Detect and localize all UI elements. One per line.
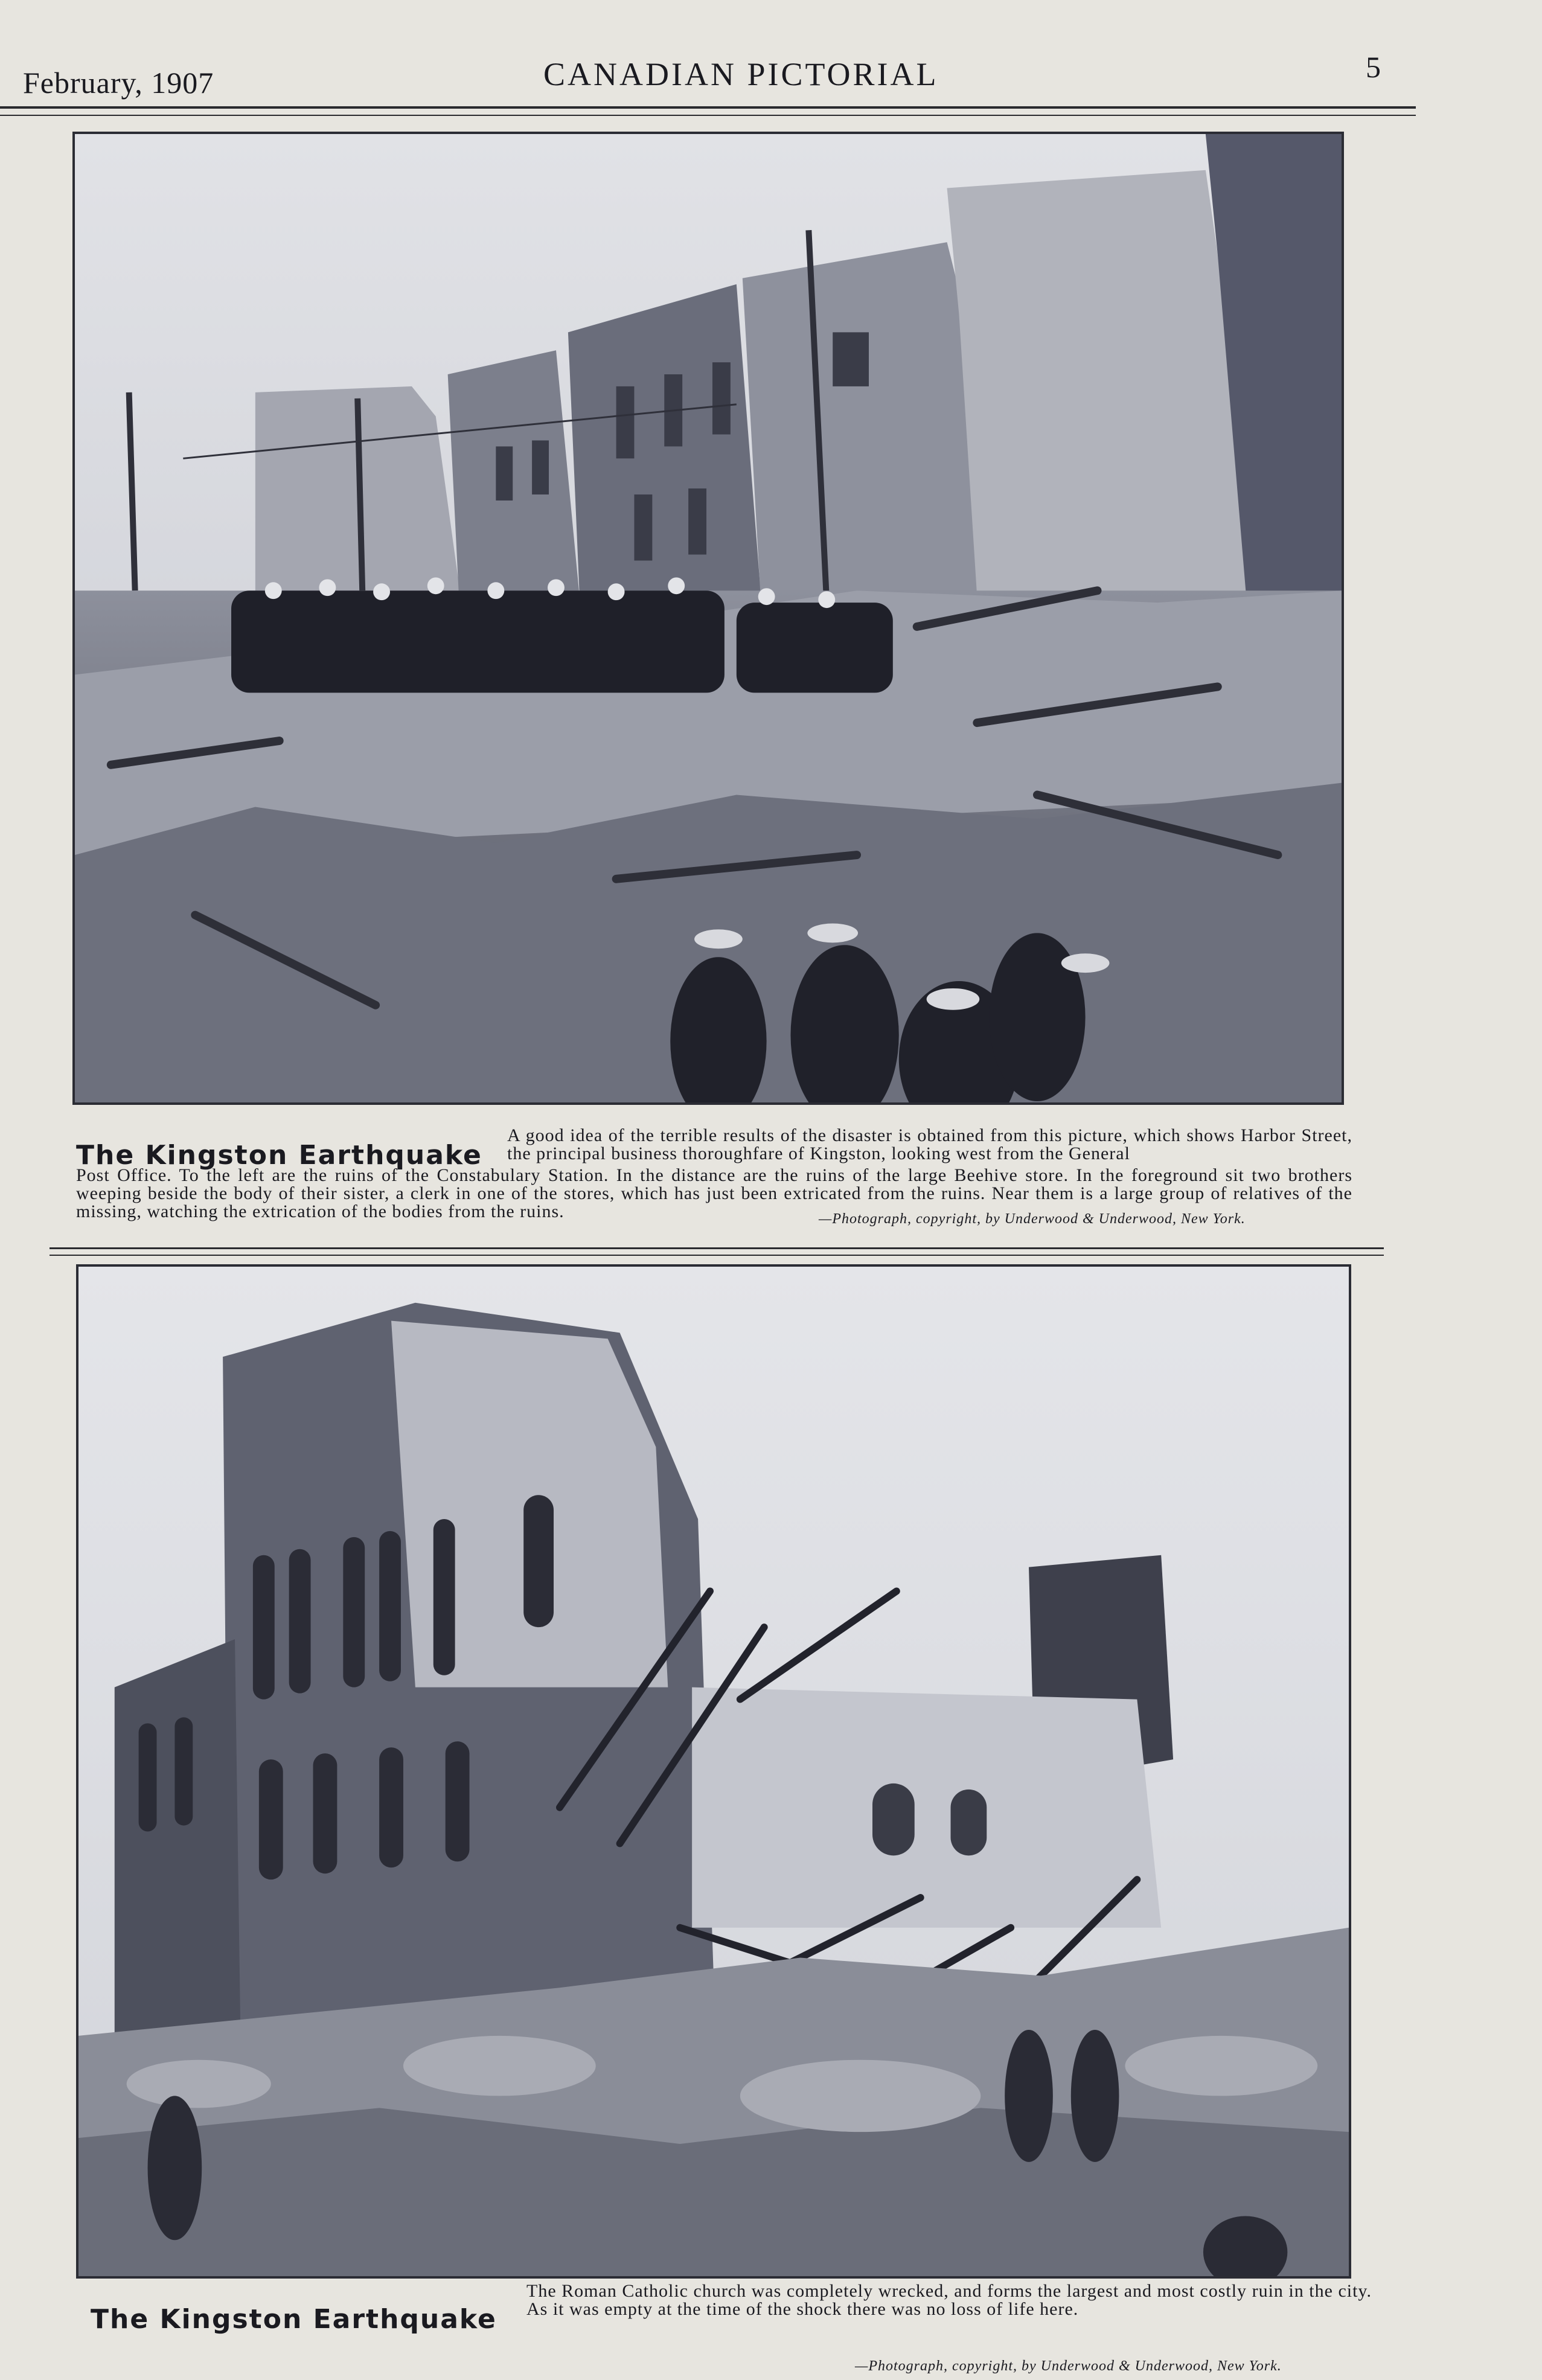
photo-credit-1: —Photograph, copyright, by Underwood & Underwood, New York. [819, 1211, 1246, 1227]
caption-title-1: The Kingston Earthquake [76, 1140, 482, 1171]
publication-title: CANADIAN PICTORIAL [543, 56, 939, 92]
issue-date: February, 1907 [23, 66, 214, 100]
photo-credit-2: —Photograph, copyright, by Underwood & Underwood, New York. [855, 2358, 1282, 2374]
section-divider-bottom [50, 1255, 1384, 1256]
page-number: 5 [1366, 50, 1381, 84]
caption-text-2: The Roman Catholic church was completely wrecked, and forms the largest and most costly ruin in the city. As it was empty at the time of the shock there was no loss of life here. [526, 2281, 1372, 2319]
caption-title-2: The Kingston Earthquake [91, 2304, 497, 2335]
header-rule-bottom [0, 115, 1416, 116]
photo-harbor-street-ruins [72, 132, 1344, 1105]
photo-roman-catholic-church-ruins [76, 1264, 1351, 2279]
section-divider-top [50, 1247, 1384, 1249]
caption-lead-1: A good idea of the terrible results of the disaster is obtained from this picture, which shows Harbor Street, the principal business thoroughfare of Kingston, looking west from the General [507, 1125, 1352, 1163]
caption-body-1: Post Office. To the left are the ruins of the Constabulary Station. In the distance are the ruins of the large Beehive store. In the foreground sit two brothers weeping beside the body of their sister, a clerk in one of the stores, which has just been extricated from the ruins. Near them is a large group of relatives of the missing, watching the extrication of the bodies from the ruins. [76, 1165, 1352, 1221]
header-rule-top [0, 106, 1416, 109]
